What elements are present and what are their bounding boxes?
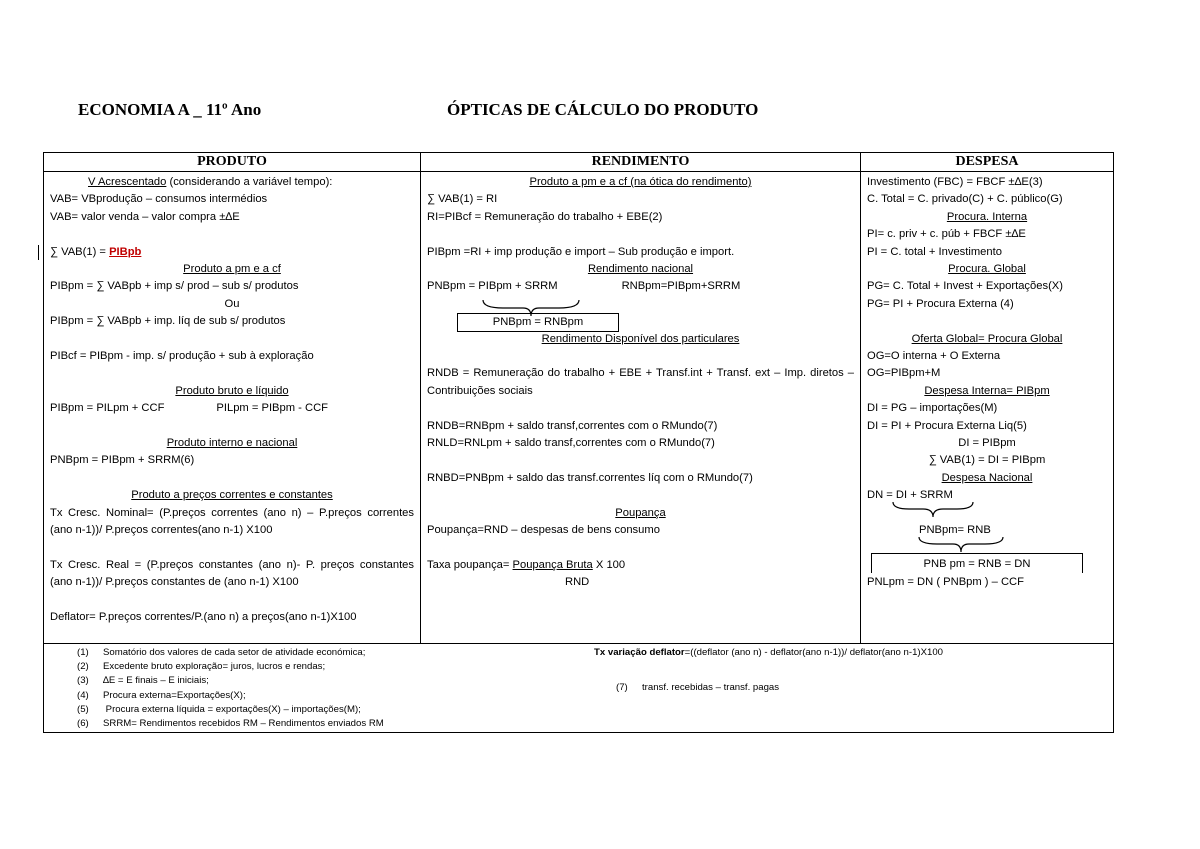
produto-heading-precos: Produto a preços correntes e constantes [131,489,333,502]
brace-dn [891,500,1011,520]
produto-line-11b: PILpm = PIBpm - CCF [216,402,328,415]
produto-line-9: PIBcf = PIBpm - imp. s/ produção + sub à exploração [50,350,314,363]
rendimento-line-3: RI=PIBcf = Remuneração do trabalho + EBE(2) [427,210,663,223]
footnote-3: (3) ∆E = E finais – E iniciais; [77,675,209,687]
rendimento-line-6b: RNBpm=PIBpm+SRRM [621,280,741,293]
rendimento-line-9: RNDB=RNBpm + saldo transf,correntes com o RMundo(7) [427,419,718,432]
despesa-heading-interna: Despesa Interna= PIBpm [924,384,1050,397]
despesa-line-18: DN = DI + SRRM [867,489,953,502]
despesa-line-16: ∑ VAB(1) = DI = PIBpm [928,454,1046,467]
despesa-line-4: PI= c. priv + c. púb + FBCF ±∆E [867,228,1026,241]
produto-heading-interno-nacional: Produto interno e nacional [166,437,298,450]
produto-line-ou: Ou [224,297,240,310]
despesa-heading-oferta-global: Oferta Global= Procura Global [911,332,1063,345]
produto-line-6: PIBpm = ∑ VABpb + imp s/ prod – sub s/ produtos [50,280,299,293]
despesa-line-1: Investimento (FBC) = FBCF ±∆E(3) [867,176,1043,188]
produto-line-11a: PIBpm = PILpm + CCF [50,402,165,415]
rendimento-line-11: RNBD=PNBpm + saldo das transf.correntes líq com o RMundo(7) [427,471,753,484]
produto-heading-bruto-liquido: Produto bruto e líquido [175,384,289,397]
text-cursor [38,245,39,260]
produto-line-17: Deflator= P.preços correntes/P.(ano n) a preços(ano n-1)X100 [50,611,357,624]
despesa-line-2: C. Total = C. privado(C) + C. público(G) [867,193,1063,206]
pibpb-highlight: PIBpb [109,245,142,258]
rendimento-line-2: ∑ VAB(1) = RI [427,193,498,206]
despesa-line-19: PNBpm= RNB [919,524,991,537]
rendimento-line-15: RND [565,576,590,589]
products-table [43,152,1114,733]
footnote-2: (2) Excedente bruto exploração= juros, lucros e rendas; [77,661,326,673]
column-despesa [861,153,1113,643]
despesa-heading-procura-interna: Procura. Interna [946,210,1028,223]
despesa-line-20: PNLpm = DN ( PNBpm ) – CCF [867,576,1024,589]
despesa-line-5: PI = C. total + Investimento [867,245,1002,258]
column-rendimento [421,153,861,643]
rendimento-line-6a: PNBpm = PIBpm + SRRM [427,280,558,293]
footnotes [44,643,1113,732]
footnote-7: (7) transf. recebidas – transf. pagas [616,682,780,693]
produto-line-1b: (considerando a variável tempo): [166,176,333,188]
footnote-4: (4) Procura externa=Exportações(X); [77,689,246,701]
produto-line-2: VAB= VBprodução – consumos intermédios [50,193,268,206]
rendimento-line-10: RNLD=RNLpm + saldo transf,correntes com o RMundo(7) [427,437,715,450]
produto-line-1: V Acrescentado [88,176,167,188]
despesa-line-8: PG= PI + Procura Externa (4) [867,297,1014,310]
despesa-line-14: DI = PI + Procura Externa Liq(5) [867,419,1027,432]
column-produto-title: PRODUTO [44,153,420,172]
pnbpm-rnbpm-box: PNBpm = RNBpm [457,313,619,332]
despesa-heading-procura-global: Procura. Global [948,263,1026,276]
header-right-title: ÓPTICAS DE CÁLCULO DO PRODUTO [447,100,759,119]
footnote-1: (1) Somatório dos valores de cada setor de atividade económica; [77,647,366,658]
footnote-6: (6) SRRM= Rendimentos recebidos RM – Rendimentos enviados RM [77,718,384,730]
pnb-rnb-dn-box: PNB pm = RNB = DN [871,553,1083,573]
brace-pnbpm-rnb [917,535,1037,555]
rendimento-heading-pm-cf: Produto a pm e a cf (na ótica do rendimento) [529,176,752,188]
produto-line-3: VAB= valor venda – valor compra ±∆E [50,210,240,223]
rendimento-heading-disponivel: Rendimento Disponível dos particulares [541,332,740,345]
footnote-5: (5) Procura externa líquida = exportações(X) – importações(M); [77,703,361,715]
rendimento-line-14b: Poupança Bruta [512,558,593,571]
despesa-line-10: OG=O interna + O Externa [867,350,1001,363]
produto-heading-pm-cf: Produto a pm e a cf [183,263,281,276]
despesa-line-11: OG=PIBpm+M [867,367,941,380]
despesa-heading-nacional: Despesa Nacional [941,471,1033,484]
column-produto [44,153,421,643]
rendimento-line-8: RNDB = Remuneração do trabalho + EBE + Transf.int + Transf. ext – Imp. diretos – Contribuições sociais [427,367,854,397]
rendimento-heading-nacional: Rendimento nacional [587,263,694,276]
column-despesa-title: DESPESA [861,153,1113,172]
produto-line-4a: ∑ VAB(1) = [50,245,110,258]
footnote-deflator: Tx variação deflator=((deflator (ano n) - deflator(ano n-1))/ deflator(ano n-1)X100 [594,647,944,658]
despesa-line-15: DI = PIBpm [958,437,1016,450]
produto-line-13: PNBpm = PIBpm + SRRM(6) [50,454,195,467]
despesa-line-13: DI = PG – importações(M) [867,402,998,415]
rendimento-line-4: PIBpm =RI + imp produção e import – Sub produção e import. [427,245,735,258]
produto-line-15: Tx Cresc. Nominal= (P.preços correntes (ano n) – P.preços correntes (ano n-1))/ P.preços correntes(ano n-1) X100 [50,506,414,537]
rendimento-heading-poupanca: Poupança [615,506,666,519]
rendimento-line-14c: X 100 [592,558,626,571]
rendimento-line-13: Poupança=RND – despesas de bens consumo [427,524,660,537]
header-left-title: ECONOMIA A _ 11º Ano [78,100,262,119]
produto-line-8: PIBpm = ∑ VABpb + imp. líq de sub s/ produtos [50,315,286,328]
despesa-line-7: PG= C. Total + Invest + Exportações(X) [867,280,1063,293]
rendimento-line-14a: Taxa poupança= [427,558,513,571]
column-rendimento-title: RENDIMENTO [421,153,860,172]
produto-line-16: Tx Cresc. Real = (P.preços constantes (ano n)- P. preços constantes (ano n-1))/ P.preços constantes de (ano n-1) X100 [50,558,414,589]
